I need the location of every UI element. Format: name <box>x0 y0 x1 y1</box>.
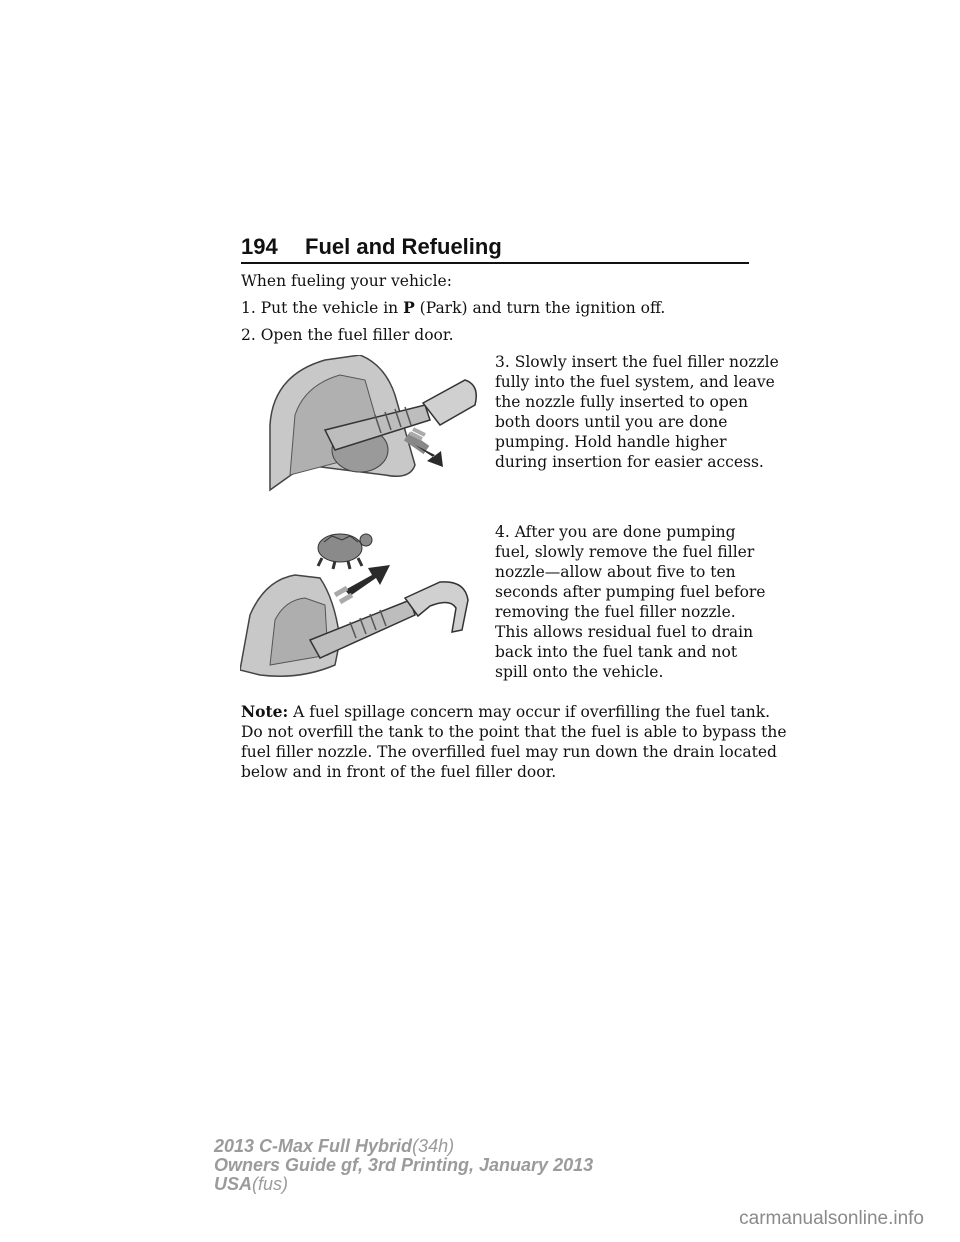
footer-line-2: Owners Guide gf, 3rd Printing, January 2013 <box>214 1155 594 1175</box>
step-1 <box>241 298 665 318</box>
step-1-post: (Park) and turn the ignition off. <box>414 299 666 317</box>
step-3-line: pumping. Hold handle higher <box>495 433 727 451</box>
footer-model-code: (34h) <box>412 1136 455 1156</box>
note-line: fuel filler nozzle. The overfilled fuel may run down the drain located <box>241 743 777 761</box>
footer-region: USA <box>214 1174 253 1194</box>
intro-text: When fueling your vehicle: <box>241 272 452 290</box>
step-4-line: spill onto the vehicle. <box>495 663 664 681</box>
step-3-line: the nozzle fully inserted to open <box>495 393 748 411</box>
footer-line-1 <box>214 1137 593 1156</box>
step-3-line: both doors until you are done <box>495 413 728 431</box>
step-3-line: 3. Slowly insert the fuel filler nozzle <box>495 353 779 371</box>
note-line <box>241 702 787 722</box>
step-3-text <box>495 352 779 472</box>
step-4-line: fuel, slowly remove the fuel filler <box>495 543 755 561</box>
section-title: Fuel and Refueling <box>305 234 502 259</box>
footer-region-code: (fus) <box>252 1174 289 1194</box>
turtle-icon <box>318 534 372 569</box>
step-1-park: P <box>403 298 415 317</box>
step-3-line: during insertion for easier access. <box>495 453 764 471</box>
step-4-line: back into the fuel tank and not <box>495 643 738 661</box>
step-3-line: fully into the fuel system, and leave <box>495 373 775 391</box>
document-footer <box>214 1137 593 1194</box>
note-line: Do not overfill the tank to the point that the fuel is able to bypass the <box>241 723 787 741</box>
step-4-line: nozzle—allow about five to ten <box>495 563 736 581</box>
header-rule <box>241 262 749 264</box>
footer-model: 2013 C-Max Full Hybrid <box>214 1136 413 1156</box>
step-1-pre: 1. Put the vehicle in <box>241 299 404 317</box>
nozzle-remove-illustration <box>240 520 480 680</box>
step-4-line: This allows residual fuel to drain <box>495 623 754 641</box>
step-4-text <box>495 522 766 682</box>
step-4-line: seconds after pumping fuel before <box>495 583 766 601</box>
page-number: 194 <box>241 234 278 259</box>
note-line: below and in front of the fuel filler door. <box>241 763 557 781</box>
step-4-line: 4. After you are done pumping <box>495 523 736 541</box>
watermark-link[interactable]: carmanualsonline.info <box>739 1208 924 1229</box>
note-text: A fuel spillage concern may occur if overfilling the fuel tank. <box>288 703 771 721</box>
nozzle-insert-illustration <box>265 355 480 495</box>
footer-line-3 <box>214 1175 593 1194</box>
note-label: Note: <box>241 702 289 721</box>
step-4-line: removing the fuel filler nozzle. <box>495 603 736 621</box>
note-paragraph <box>241 702 787 782</box>
step-2: 2. Open the fuel filler door. <box>241 326 454 344</box>
